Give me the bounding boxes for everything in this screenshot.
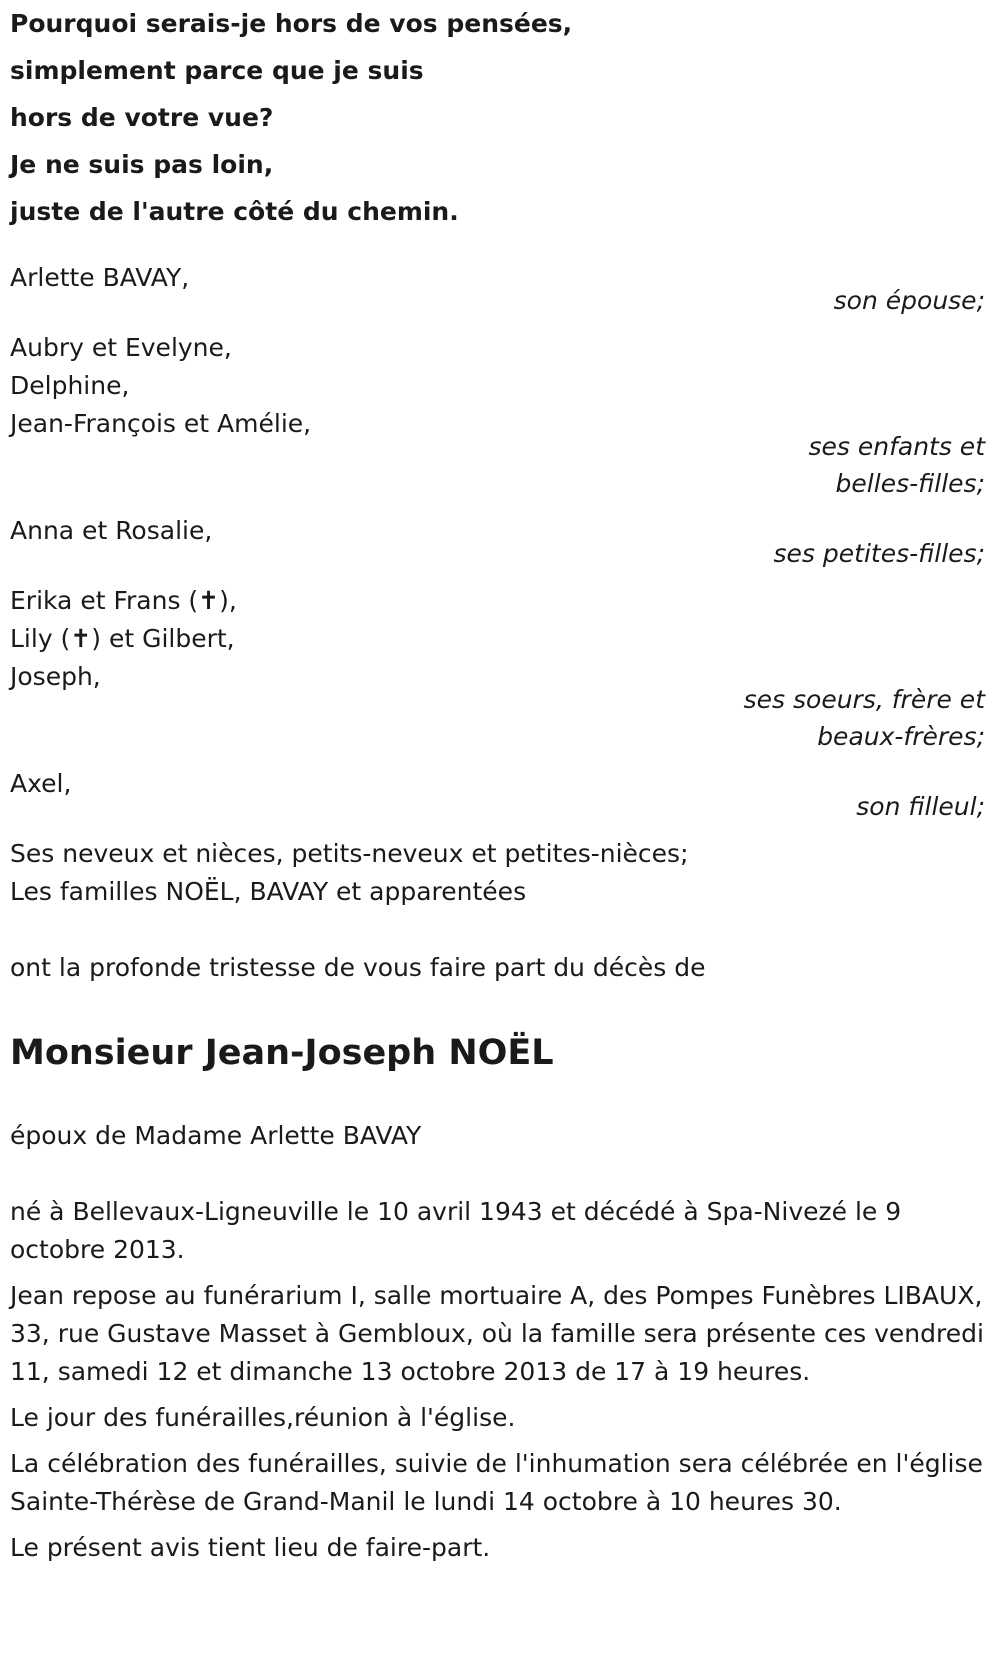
relation-line: beaux-frères; [817,722,985,751]
poem-line: hors de votre vue? [10,103,274,132]
family-group-grandchildren [10,512,985,572]
family-name: Arlette BAVAY, [10,263,190,292]
family-name: Aubry et Evelyne, [10,333,232,362]
family-name: Joseph, [10,662,101,691]
relation-line: ses soeurs, frère et [743,685,985,714]
paragraph-meeting: Le jour des funérailles,réunion à l'église. [10,1403,516,1432]
extended-family-line: Les familles NOËL, BAVAY et apparentées [10,877,527,906]
paragraph-celebration: La célébration des funérailles, suivie de l'inhumation sera célébrée en l'église Sainte-Thérèse de Grand-Manil le lundi 14 octobre à 10 heures 30. [10,1449,983,1516]
family-group-children [10,329,985,502]
family-name: Delphine, [10,371,130,400]
paragraph-notice: Le présent avis tient lieu de faire-part. [10,1533,491,1562]
poem-line: simplement parce que je suis [10,56,424,85]
family-relation [10,681,985,755]
extended-family [10,835,985,911]
family-group-spouse [10,259,985,319]
extended-family-line: Ses neveux et nièces, petits-neveux et petites-nièces; [10,839,689,868]
family-name: Jean-François et Amélie, [10,409,312,438]
family-group-siblings [10,582,985,755]
relation-line: son épouse; [833,286,985,315]
family-relation [10,788,985,825]
relation-line: ses petites-filles; [773,539,985,568]
poem-line: juste de l'autre côté du chemin. [10,197,459,226]
poem-line: Je ne suis pas loin, [10,150,274,179]
family-name: Lily (✝) et Gilbert, [10,624,235,653]
poem-line: Pourquoi serais-je hors de vos pensées, [10,9,573,38]
paragraph-birth-death: né à Bellevaux-Ligneuville le 10 avril 1943 et décédé à Spa-Nivezé le 9 octobre 2013. [10,1197,902,1264]
family-group-godson [10,765,985,825]
paragraph-funerarium: Jean repose au funérarium I, salle mortuaire A, des Pompes Funèbres LIBAUX, 33, rue Gustave Masset à Gembloux, où la famille sera présente ces vendredi 11, samedi 12 et dimanche 13 octobre 2013 de 17 à 19 heures. [10,1281,984,1386]
family-name: Axel, [10,769,72,798]
poem [10,0,985,235]
relation-line: ses enfants et [808,432,985,461]
relation-line: son filleul; [856,792,985,821]
announcement: ont la profonde tristesse de vous faire part du décès de [10,953,706,982]
relation-line: belles-filles; [835,469,985,498]
deceased-name: Monsieur Jean-Joseph NOËL [10,1033,554,1073]
family-name: Anna et Rosalie, [10,516,213,545]
spouse-of: époux de Madame Arlette BAVAY [10,1121,422,1150]
family-name: Erika et Frans (✝), [10,586,237,615]
